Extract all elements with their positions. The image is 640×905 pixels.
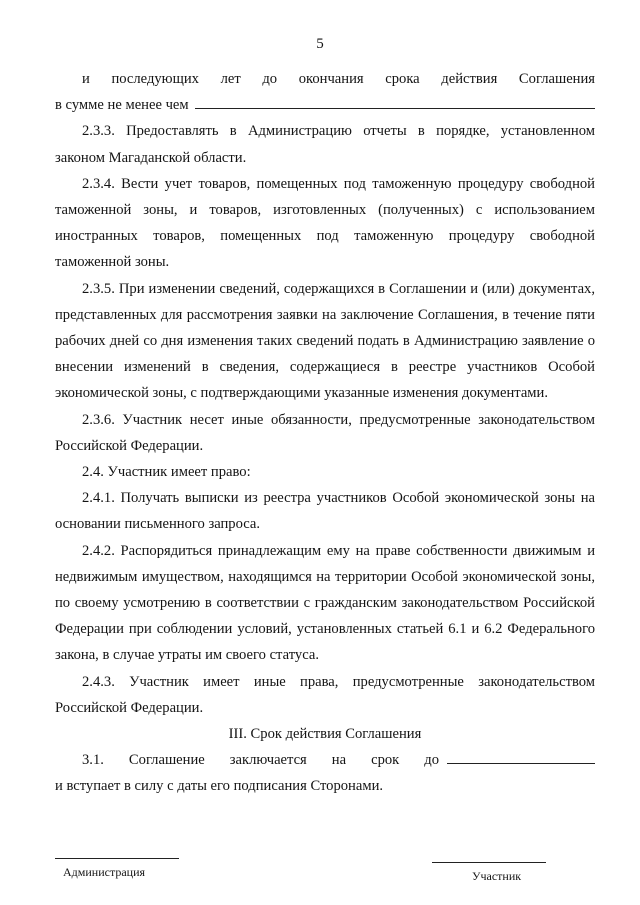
clause-2-4: 2.4. Участник имеет право:: [82, 464, 251, 481]
clause-2-4-3: 2.4.3. Участник имеет иные права, предусмотренные законодательством Российской Федерации.: [55, 673, 595, 716]
signature-line-right: [432, 862, 546, 863]
signature-label-participant: Участник: [472, 869, 522, 883]
term-blank-field: [447, 747, 595, 764]
signature-participant: [432, 862, 546, 884]
clause-3-1-line2: и вступает в силу с даты его подписания Сторонами.: [55, 778, 384, 795]
amount-label: в сумме не менее чем: [55, 97, 189, 114]
clause-2-3-5: 2.3.5. При изменении сведений, содержащихся в Соглашении и (или) документах, представленных для рассмотрения заявки на заключение Соглашения, в течение пяти рабочих дней со дня изменения таких сведений подать в Администрацию заявление о внесении изменений в сведения, содержащиеся в реестре участников Особой экономической зоны, с подтверждающими указанные изменения документами.: [55, 280, 595, 402]
paragraph-continuation-line1: и последующих лет до окончания срока действия Соглашения: [82, 71, 595, 87]
page-number: 5: [316, 36, 324, 52]
paragraph-continuation-line2: [55, 92, 595, 118]
signature-administration: [55, 858, 179, 880]
term-label: 3.1. Соглашение заключается на срок до: [82, 752, 439, 769]
clause-2-4-1: 2.4.1. Получать выписки из реестра участников Особой экономической зоны на основании письменного запроса.: [55, 490, 595, 533]
clause-2-3-6: 2.3.6. Участник несет иные обязанности, предусмотренные законодательством Российской Федерации.: [55, 411, 595, 454]
amount-blank-field: [195, 92, 595, 109]
section-3-title: III. Срок действия Соглашения: [228, 726, 422, 743]
signature-line-left: [55, 858, 179, 859]
signature-label-administration: Администрация: [63, 865, 146, 879]
document-body: [55, 66, 595, 800]
clause-2-3-3: 2.3.3. Предоставлять в Администрацию отчеты в порядке, установленном законом Магаданской области.: [55, 123, 595, 166]
clause-2-3-4: 2.3.4. Вести учет товаров, помещенных под таможенную процедуру свободной таможенной зоны, и товаров, изготовленных (полученных) с использованием иностранных товаров, помещенных под таможенную процедуру свободной таможенной зоны.: [55, 175, 595, 271]
clause-3-1-line1: [55, 747, 595, 773]
clause-2-4-2: 2.4.2. Распорядиться принадлежащим ему на праве собственности движимым и недвижимым имуществом, находящимся на территории Особой экономической зоны, по своему усмотрению в соответствии с гражданским законодательством Российской Федерации при соблюдении условий, установленных статьей 6.1 и 6.2 Федерального закона, в случае утраты им своего статуса.: [55, 542, 595, 664]
